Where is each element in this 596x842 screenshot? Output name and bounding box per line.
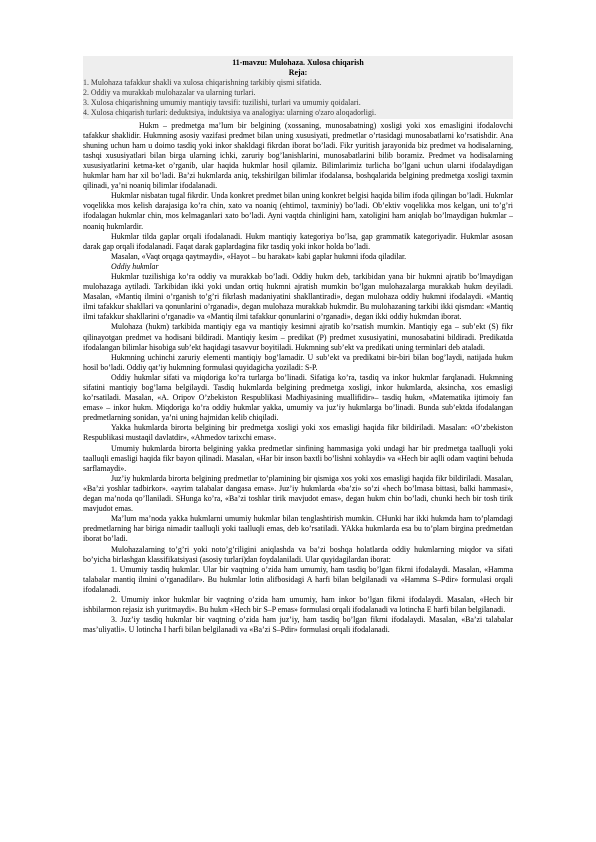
plan-item-1: 1. Mulohaza tafakkur shakli va xulosa chiqarishning tarkibiy qismi sifatida. xyxy=(83,78,322,88)
list-item: 2. Umumiy inkor hukmlar bir vaqtning o’zida ham umumiy, ham inkor bo’lgan fikrni ifodalaydi. Masalan, «Hech bir ishbilarmon rejasiz ish yuritmaydi». Bu hukm «Hech bir S–P emas» formulasi orqali ifodalanadi va lotincha E harfi bilan belgilanadi. xyxy=(83,594,513,615)
header-block xyxy=(83,56,513,119)
paragraph: Ma’lum ma’noda yakka hukmlarni umumiy hukmlar bilan tenglashtirish mumkin. CHunki har ikki hukmda ham to’plamdagi predmetlarning har biriga nimadir taalluqli yoki taalluqli emas, deb ko’rsatiladi. YAkka hukmlarda esa bu to’plam birgina predmetdan iborat bo’ladi. xyxy=(83,514,513,544)
paragraph: Umumiy hukmlarda birorta belgining yakka predmetlar sinfining hammasiga yoki undagi har bir predmetga taalluqli yoki taalluqli emasligi haqida fikr bayon qilinadi. Masalan, «Har bir inson baxtli bo’lishni xohlaydi» va «Hech bir aqlli odam vaqtini behuda sarflamaydi». xyxy=(83,443,513,473)
paragraph: Hukm – predmetga ma’lum bir belgining (xossaning, munosabatning) xosligi yoki xos emasligini ifodalovchi tafakkur shaklidir. Hukmning asosiy vazifasi predmet bilan uning xususiyati, predmetlar o’rtasidagi munosabatlarni ko’rsatishdir. Ana shuning uchun ham u doimo tasdiq yoki inkor shakldagi fikrdan iborat bo’ladi. Fikr yuritish jarayonida biz predmet va hodisalarning, tashqi xususiyatlari bilan birga ularning ichki, zaruriy bog’lanishlarini, munosabatlarini bilib boramiz. Predmet va hodisalarning xususiyatlarini ketma-ket o’rganib, ular haqida hukmlar hosil qilamiz. Bilimlarimiz turlicha bo’lgani uchun ularni ifodalaydigan hukmlar ham har xil bo’ladi. Ba’zi hukmlarda aniq, tekshirilgan bilimlar ifodalansa, boshqalarida belgining predmetga xosligi taxmin qilinadi, ya’ni noaniq bilimlar ifodalanadi. xyxy=(83,120,513,191)
plan-item-4: 4. Xulosa chiqarish turlari: deduktsiya, induktsiya va analogiya: ularning o'zaro aloqadorligi. xyxy=(83,108,377,118)
paragraph: Hukmlar tuzilishiga ko’ra oddiy va murakkab bo’ladi. Oddiy hukm deb, tarkibidan yana bir hukmni ajratib bo’lmaydigan mulohazaga aytiladi. Tarkibidan ikki yoki undan ortiq hukmni ajratish mumkin bo’lgan mulohazalarga murakkab hukm deyiladi. Masalan, «Mantiq ilmini o’rganish to’g’ri fikrlash madaniyatini shakllantiradi», degan mulohaza oddiy hukmni ifodalaydi. «Mantiq ilmi tafakkur shakllari va qonunlarini o’rganadi», degan mulohaza murakkab hukmdir. Bu mulohazaning tarkibi ikki qismdan: «Mantiq ilmi tafakkur shakllarini o’rganadi» va «Mantiq ilmi tafakkur qonunlarini o’rganadi», degan ikki oddiy hukmdan iborat. xyxy=(83,271,513,322)
section-subheading: Oddiy hukmlar xyxy=(111,261,159,271)
paragraph: Juz’iy hukmlarda birorta belgining predmetlar to’plamining bir qismiga xos yoki xos emasligi haqida fikr bildiriladi. Masalan, «Ba’zi yoshlar tadbirkor». «ayrim talabalar dangasa emas». Juz’iy hukmlarda «ba’zi» so’zi «hech bo’lmasa bittasi, balki hammasi», degan ma’noda qo’llaniladi. SHunga ko’ra, «Ba’zi toshlar tirik mavjudot emas», degan hukm chin bo’ladi, chunki hech bir tosh tirik mavjudot emas. xyxy=(83,473,513,514)
list-item: 3. Juz’iy tasdiq hukmlar bir vaqtning o’zida ham juz’iy, ham tasdiq bo’lgan fikrni ifodalaydi. Masalan, «Ba’zi talabalar mas’uliyatli». U lotincha I harfi bilan belgilanadi va «Ba’zi S–Pdir» formulasi orqali ifodalanadi. xyxy=(83,615,513,635)
paragraph: Oddiy hukmlar sifati va miqdoriga ko’ra turlarga bo’linadi. Sifatiga ko’ra, tasdiq va inkor hukmlar farqlanadi. Hukmning sifatini mantiqiy bog’lama belgilaydi. Tasdiq hukmlarda belgining predmetga xosligi, inkor hukmlarda, aksincha, xos emasligi ko’rsatiladi. Masalan, «A. Oripov O’zbekiston Respublikasi Madhiyasining muallifidir»– tasdiq hukm, «Matematika ijtimoiy fan emas» – inkor hukm. Miqdoriga ko’ra oddiy hukmlar yakka, umumiy va juz’iy hukmlarga bo’linadi. Bunda sub’ektda ifodalangan predmetlarning sonidan, ya’ni uning hajmidan kelib chiqiladi. xyxy=(83,372,513,423)
paragraph: Hukmning uchinchi zaruriy elementi mantiqiy bog’lamadir. U sub’ekt va predikatni bir-biri bilan bog’laydi, natijada hukm hosil bo’ladi. Oddiy qat’iy hukmning formulasi quyidagicha yoziladi: S-P. xyxy=(83,352,513,372)
plan-heading: Reja: xyxy=(288,68,308,78)
paragraph: Hukmlar tilda gaplar orqali ifodalanadi. Hukm mantiqiy kategoriya bo’lsa, gap grammatik kategoriyadir. Hukmlar asosan darak gap orqali ifodalanadi. Faqat darak gaplardagina fikr tasdiq yoki inkor holda bo’ladi. xyxy=(83,231,513,251)
list-item: 1. Umumiy tasdiq hukmlar. Ular bir vaqtning o’zida ham umumiy, ham tasdiq bo’lgan fikrni ifodalaydi. Masalan, «Hamma talabalar mantiq ilmini o’rganadilar». Bu hukmlar lotin alifbosidagi A harfi bilan belgilanadi va «Hamma S–Pdir» formulasi orqali ifodalanadi. xyxy=(83,564,513,594)
paragraph: Mulohazalarning to’g’ri yoki noto’g’riligini aniqlashda va ba’zi boshqa holatlarda oddiy hukmlarning miqdor va sifati bo’yicha birlashgan klassifikatsiyasi (asosiy turlari)dan foydalaniladi. Ular quyidagilardan iborat: xyxy=(83,544,513,564)
paragraph: Hukmlar nisbatan tugal fikrdir. Unda konkret predmet bilan uning konkret belgisi haqida bilim ifoda qilingan bo’ladi. Hukmlar voqelikka mos kelish darajasiga ko’ra chin, xato va noaniq (ehtimol, taxminiy) bo’ladi. Ob’ektiv voqelikka mos kelgan, uni to’g’ri ifodalagan hukmlar chin, mos kelmaganlari xato bo’ladi. Ayni vaqtda chinligini ham, xatoligini ham aniqlab bo’lmaydigan hukmlar – noaniq hukmlardir. xyxy=(83,191,513,231)
document-page xyxy=(83,56,513,635)
paragraph: Yakka hukmlarda birorta belgining bir predmetga xosligi yoki xos emasligi haqida fikr bildiriladi. Masalan: «O’zbekiston Respublikasi mustaqil davlatdir», «Ahmedov tarixchi emas». xyxy=(83,423,513,443)
page-title: 11-mavzu: Mulohaza. Xulosa chiqarish xyxy=(232,58,364,67)
paragraph: Mulohaza (hukm) tarkibida mantiqiy ega va mantiqiy kesimni ajratib ko’rsatish mumkin. Mantiqiy ega – sub’ekt (S) fikr qilinayotgan predmet va hodisani bildiradi. Mantiqiy kesim – predikat (P) predmet xususiyatini, munosabatini bildiradi. Predikatda ifodalangan bilimlar hisobiga sub’ekt haqidagi tasavvur boyitiladi. Hukmning sub’ekt va predikati uning terminlari deb ataladi. xyxy=(83,322,513,352)
paragraph: Masalan, «Vaqt orqaga qaytmaydi», «Hayot – bu harakat» kabi gaplar hukmni ifoda qiladilar. xyxy=(111,251,407,261)
body-text xyxy=(83,121,513,636)
plan-item-2: 2. Oddiy va murakkab mulohazalar va ularning turlari. xyxy=(83,88,256,98)
plan-item-3: 3. Xulosa chiqarishning umumiy mantiqiy tavsifi: tuzilishi, turlari va umumiy qoidalari. xyxy=(83,98,361,108)
